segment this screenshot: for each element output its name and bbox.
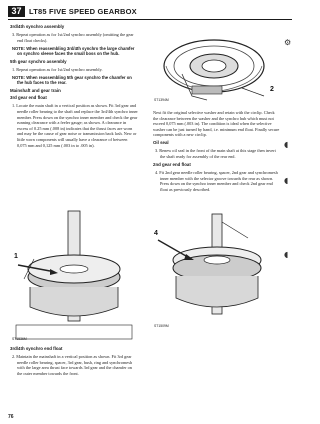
mainshaft-heading: Mainshaft and gear train xyxy=(10,87,61,93)
gear-icon: ⚙ xyxy=(284,38,292,47)
callout-number: 2 xyxy=(270,86,274,93)
callout-number: 1 xyxy=(14,253,18,260)
right-column xyxy=(153,110,281,195)
title-divider xyxy=(8,19,292,20)
sync5-heading: 5th gear synchro assembly xyxy=(10,58,67,64)
left-column xyxy=(10,24,138,151)
figure-id: ST1394M xyxy=(154,98,169,102)
sync34-heading: 3rd/4th synchro assembly xyxy=(10,24,65,29)
callout-number: 4 xyxy=(154,230,158,237)
endfloat3-heading: 3rd gear end float xyxy=(10,95,47,101)
figure-synchro-assembly xyxy=(152,26,280,108)
left-bottom-column xyxy=(10,346,138,379)
sync5-note: NOTE: When reassembling 5th gear synchro the chamfer on the hub faces to the rear. xyxy=(12,74,132,85)
sync34-endfloat-heading: 3rd/4th synchro end float xyxy=(10,346,63,351)
endfloat3-step: 1. Locate the main shaft in a vertical position as shown. Fit 3rd gear and needle roller bearing to the shaft and replace the 3rd/4th synchro inner member. Press down on the synchro inner member and check the gear running clearance with a feeler gauge; as shown. A clearance in excess of 0.25 mm (.008 in) indicates that the thrust faces are worn and may be the cause of gear noise or transmission back lash. New or little worn components will usually have a clearance of between 0,075 mm and 0,125 mm (.003 in to .005 in). xyxy=(12,103,138,148)
second-gear-illustration xyxy=(152,212,280,330)
sync34-endfloat-step: 2. Maintain the mainshaft in a vertical position as shown. Fit 3rd gear needle roller bearing, spacer, 3rd gear, bush, ring and synchromesh with the large area thrust face towards 3rd gear and the chamfer on the outer member towards the front. xyxy=(12,353,133,376)
sync5-step: 1. Repeat operation as for 1st/2nd synchro assembly. xyxy=(12,66,103,72)
bookmark-icon: ◖ xyxy=(284,176,289,185)
mainshaft-illustration xyxy=(10,207,138,342)
section-badge: 37 xyxy=(8,6,25,17)
bookmark-icon: ◖ xyxy=(284,250,289,259)
figure-2nd-gear xyxy=(152,212,280,330)
figure-id: ST1536M xyxy=(12,337,27,341)
synchro-illustration xyxy=(152,26,280,108)
right-paragraph: Next fit the original selective washer and retain with the circlip. Check the clearance between the washer and the synchro hub which must not exceed 0,075 mm (.003 in). The condition is ideal when the selective washer can be just turned by hand, i.e. minimum end float. Finally secure components with a new circlip. xyxy=(153,110,280,138)
figure-mainshaft-3rd-gear xyxy=(10,207,138,342)
sync34-step: 3. Repeat operation as for 1st/2nd synchro assembly (omitting the gear end float checks). xyxy=(12,31,134,43)
bookmark-icon: ◖ xyxy=(284,140,289,149)
page-number: 76 xyxy=(8,414,14,420)
oilseal-step: 3. Renew oil seal in the front of the main shaft at this stage then invert the shaft ready for assembly of the rear end. xyxy=(155,148,276,159)
endfloat2-heading: 2nd gear end float xyxy=(153,161,191,167)
endfloat2-step: 4. Fit 2nd gear needle roller bearing, spacer, 2nd gear and synchromesh inner member with the selector groove towards the rear as shown. Press down on the synchro inner member and check 2nd gear end float as previously described. xyxy=(155,169,278,192)
page-title: LT85 FIVE SPEED GEARBOX xyxy=(29,7,137,16)
figure-id: ST1509M xyxy=(154,324,169,328)
oilseal-heading: Oil seal xyxy=(153,140,169,146)
sync34-note: NOTE: When reassembling 3rd/4th synchro the large chamfer on synchro sleeve faces the small boss on the hub. xyxy=(12,45,135,56)
